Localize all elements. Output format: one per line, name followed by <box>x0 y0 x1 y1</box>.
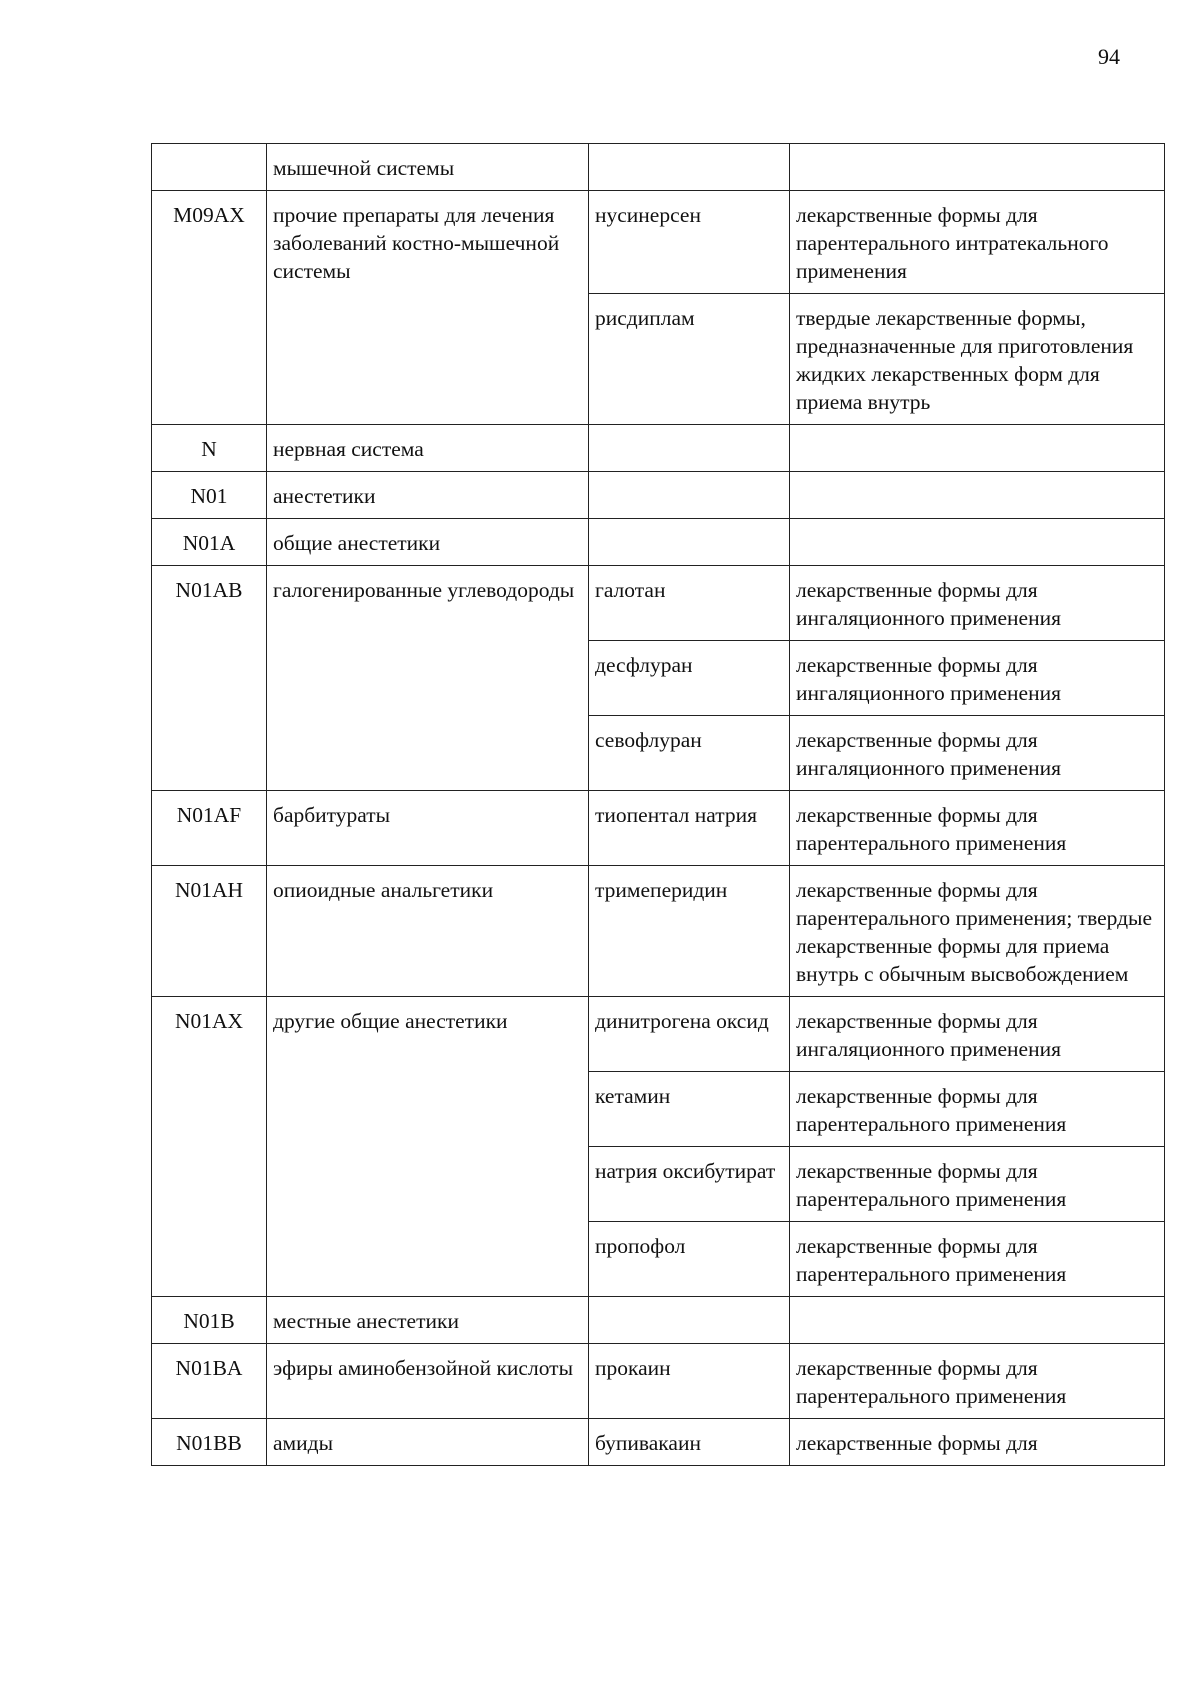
dosage-form-cell: лекарственные формы для ингаляционного применения <box>790 997 1165 1072</box>
drug-name-cell: прокаин <box>589 1344 790 1419</box>
group-name-cell: эфиры аминобензойной кислоты <box>267 1344 589 1419</box>
drug-name-cell: натрия оксибутират <box>589 1147 790 1222</box>
table-row <box>152 1297 1165 1344</box>
dosage-form-cell <box>790 425 1165 472</box>
dosage-form-cell: лекарственные формы для <box>790 1419 1165 1466</box>
drug-name-cell: пропофол <box>589 1222 790 1297</box>
drug-name-cell: десфлуран <box>589 641 790 716</box>
table-row <box>152 519 1165 566</box>
table-row <box>152 566 1165 641</box>
drug-name-cell: севофлуран <box>589 716 790 791</box>
table-row <box>152 144 1165 191</box>
dosage-form-cell <box>790 519 1165 566</box>
atc-code-cell: N01B <box>152 1297 267 1344</box>
atc-code-cell: N01AF <box>152 791 267 866</box>
drug-name-cell <box>589 144 790 191</box>
dosage-form-cell: лекарственные формы для парентерального применения <box>790 1222 1165 1297</box>
table-row <box>152 866 1165 997</box>
group-name-cell: прочие препараты для лечения заболеваний костно-мышечной системы <box>267 191 589 425</box>
dosage-form-cell <box>790 1297 1165 1344</box>
atc-code-cell: N <box>152 425 267 472</box>
drug-name-cell <box>589 425 790 472</box>
group-name-cell: другие общие анестетики <box>267 997 589 1297</box>
atc-code-cell: N01BB <box>152 1419 267 1466</box>
table-row <box>152 472 1165 519</box>
table-row <box>152 791 1165 866</box>
atc-code-cell: N01AB <box>152 566 267 791</box>
atc-code-cell: N01AH <box>152 866 267 997</box>
drug-name-cell: нусинерсен <box>589 191 790 294</box>
group-name-cell: общие анестетики <box>267 519 589 566</box>
table-row <box>152 425 1165 472</box>
drug-name-cell <box>589 519 790 566</box>
drug-name-cell: тримеперидин <box>589 866 790 997</box>
group-name-cell: местные анестетики <box>267 1297 589 1344</box>
atc-code-cell <box>152 144 267 191</box>
dosage-form-cell: лекарственные формы для парентерального применения <box>790 791 1165 866</box>
dosage-form-cell: лекарственные формы для ингаляционного применения <box>790 641 1165 716</box>
atc-code-cell: M09AX <box>152 191 267 425</box>
group-name-cell: галогенированные углеводороды <box>267 566 589 791</box>
drug-name-cell: кетамин <box>589 1072 790 1147</box>
group-name-cell: нервная система <box>267 425 589 472</box>
atc-code-cell: N01 <box>152 472 267 519</box>
drug-name-cell: тиопентал натрия <box>589 791 790 866</box>
table-row <box>152 1419 1165 1466</box>
dosage-form-cell: лекарственные формы для парентерального применения <box>790 1344 1165 1419</box>
atc-code-cell: N01AX <box>152 997 267 1297</box>
group-name-cell: барбитураты <box>267 791 589 866</box>
drug-name-cell: рисдиплам <box>589 294 790 425</box>
dosage-form-cell: лекарственные формы для ингаляционного применения <box>790 716 1165 791</box>
atc-drug-table <box>151 143 1165 1466</box>
table-row <box>152 1344 1165 1419</box>
page-number: 94 <box>1098 44 1120 69</box>
dosage-form-cell: твердые лекарственные формы, предназначенные для приготовления жидких лекарственных форм для приема внутрь <box>790 294 1165 425</box>
dosage-form-cell: лекарственные формы для парентерального применения <box>790 1072 1165 1147</box>
dosage-form-cell <box>790 472 1165 519</box>
drug-name-cell: галотан <box>589 566 790 641</box>
table-row <box>152 191 1165 294</box>
drug-name-cell <box>589 1297 790 1344</box>
dosage-form-cell: лекарственные формы для парентерального интратекального применения <box>790 191 1165 294</box>
atc-code-cell: N01A <box>152 519 267 566</box>
drug-name-cell: динитрогена оксид <box>589 997 790 1072</box>
atc-code-cell: N01BA <box>152 1344 267 1419</box>
group-name-cell: анестетики <box>267 472 589 519</box>
group-name-cell: опиоидные анальгетики <box>267 866 589 997</box>
drug-name-cell: бупивакаин <box>589 1419 790 1466</box>
group-name-cell: амиды <box>267 1419 589 1466</box>
dosage-form-cell: лекарственные формы для парентерального применения; твердые лекарственные формы для приема внутрь с обычным высвобождением <box>790 866 1165 997</box>
dosage-form-cell <box>790 144 1165 191</box>
dosage-form-cell: лекарственные формы для ингаляционного применения <box>790 566 1165 641</box>
drug-name-cell <box>589 472 790 519</box>
dosage-form-cell: лекарственные формы для парентерального применения <box>790 1147 1165 1222</box>
table-row <box>152 997 1165 1072</box>
group-name-cell: мышечной системы <box>267 144 589 191</box>
